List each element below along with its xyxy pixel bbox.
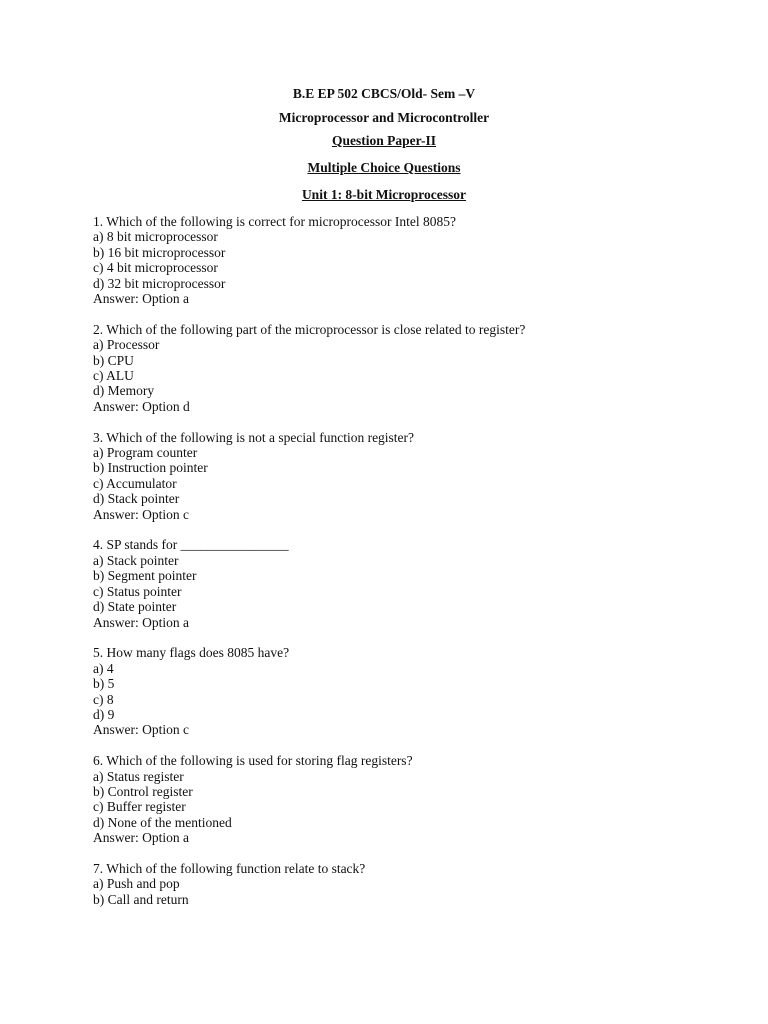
option-c: c) 8 (93, 691, 114, 707)
answer-line: Answer: Option a (93, 830, 189, 846)
question-1 (93, 214, 713, 306)
option-a: a) 8 bit microprocessor (93, 229, 218, 245)
answer-line: Answer: Option d (93, 398, 190, 414)
question-text: 2. Which of the following part of the microprocessor is close related to register? (93, 321, 526, 337)
section-title: Multiple Choice Questions (307, 160, 461, 175)
answer-line: Answer: Option c (93, 722, 189, 738)
option-d: d) Memory (93, 383, 155, 399)
course-title: B.E EP 502 CBCS/Old- Sem –V (292, 86, 476, 101)
question-7 (93, 861, 713, 907)
question-text: 1. Which of the following is correct for microprocessor Intel 8085? (93, 214, 457, 229)
question-text: 7. Which of the following function relate to stack? (93, 860, 366, 876)
option-b: b) Instruction pointer (93, 460, 208, 476)
option-b: b) Control register (93, 783, 193, 799)
unit-title: Unit 1: 8-bit Microprocessor (301, 187, 467, 202)
option-c: c) Buffer register (93, 799, 186, 815)
option-a: a) Program counter (93, 445, 198, 461)
answer-line: Answer: Option a (93, 291, 189, 307)
paper-title: Question Paper-II (331, 133, 437, 148)
question-5 (93, 645, 713, 737)
answer-line: Answer: Option a (93, 614, 189, 630)
question-4 (93, 537, 713, 629)
option-a: a) 4 (93, 660, 114, 676)
option-d: d) State pointer (93, 599, 177, 615)
question-text: 5. How many flags does 8085 have? (93, 645, 290, 661)
question-text: 6. Which of the following is used for storing flag registers? (93, 753, 413, 769)
document-header (0, 86, 768, 203)
question-text: 3. Which of the following is not a special function register? (93, 429, 415, 445)
question-text: 4. SP stands for ________________ (93, 537, 289, 553)
answer-line: Answer: Option c (93, 506, 189, 522)
option-c: c) 4 bit microprocessor (93, 260, 218, 276)
option-b: b) CPU (93, 352, 134, 368)
option-a: a) Status register (93, 768, 184, 784)
question-list (93, 214, 713, 923)
option-d: d) Stack pointer (93, 491, 180, 507)
option-a: a) Stack pointer (93, 552, 179, 568)
option-a: a) Processor (93, 337, 160, 353)
option-a: a) Push and pop (93, 876, 180, 892)
option-b: b) Call and return (93, 891, 189, 907)
question-6 (93, 753, 713, 845)
option-b: b) 5 (93, 676, 115, 692)
option-c: c) Accumulator (93, 475, 177, 491)
subject-title: Microprocessor and Microcontroller (278, 110, 490, 125)
option-d: d) 9 (93, 706, 115, 722)
option-c: c) Status pointer (93, 583, 182, 599)
option-b: b) 16 bit microprocessor (93, 244, 226, 260)
option-c: c) ALU (93, 368, 134, 384)
option-d: d) None of the mentioned (93, 814, 232, 830)
question-2 (93, 322, 713, 414)
option-b: b) Segment pointer (93, 568, 197, 584)
question-3 (93, 430, 713, 522)
option-d: d) 32 bit microprocessor (93, 275, 226, 291)
